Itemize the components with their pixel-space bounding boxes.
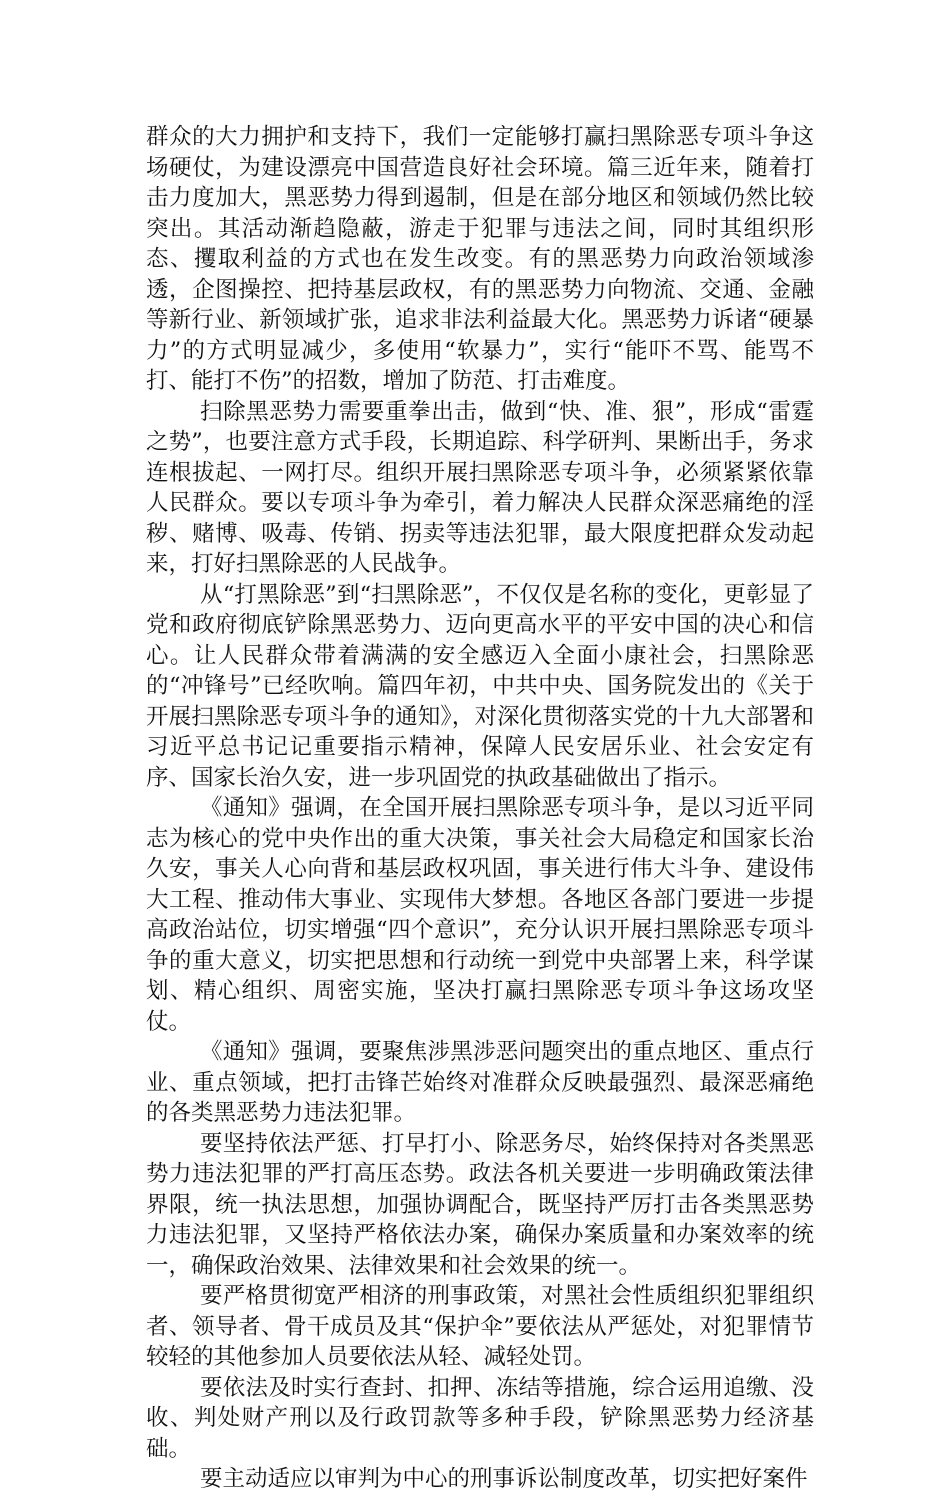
paragraph-6: 要坚持依法严惩、打早打小、除恶务尽，始终保持对各类黑恶势力违法犯罪的严打高压态势。政法各机关要进一步明确政策法律界限，统一执法思想，加强协调配合，既坚持严厉打击各类黑恶势力违法犯罪，又坚持严格依法办案，确保办案质量和办案效率的统一，确保政治效果、法律效果和社会效果的统一。 <box>146 1130 814 1279</box>
paragraph-8: 要依法及时实行查封、扣押、冻结等措施，综合运用追缴、没收、判处财产刑以及行政罚款等多种手段，铲除黑恶势力经济基础。 <box>146 1374 814 1462</box>
paragraph-9: 要主动适应以审判为中心的刑事诉讼制度改革，切实把好案件 <box>200 1466 808 1492</box>
paragraph-2: 扫除黑恶势力需要重拳出击，做到“快、准、狠”，形成“雷霆之势”，也要注意方式手段，长期追踪、科学研判、果断出手，务求连根拔起、一网打尽。组织开展扫黑除恶专项斗争，必须紧紧依靠人民群众。要以专项斗争为牵引，着力解决人民群众深恶痛绝的淫秽、赌博、吸毒、传销、拐卖等违法犯罪，最大限度把群众发动起来，打好扫黑除恶的人民战争。 <box>146 398 814 577</box>
paragraph-4: 《通知》强调，在全国开展扫黑除恶专项斗争，是以习近平同志为核心的党中央作出的重大决策，事关社会大局稳定和国家长治久安，事关人心向背和基层政权巩固，事关进行伟大斗争、建设伟大工程、推动伟大事业、实现伟大梦想。各地区各部门要进一步提高政治站位，切实增强“四个意识”，充分认识开展扫黑除恶专项斗争的重大意义，切实把思想和行动统一到党中央部署上来，科学谋划、精心组织、周密实施，坚决打赢扫黑除恶专项斗争这场攻坚仗。 <box>146 795 814 1035</box>
paragraph-3: 从“打黑除恶”到“扫黑除恶”，不仅仅是名称的变化，更彰显了党和政府彻底铲除黑恶势力、迈向更高水平的平安中国的决心和信心。让人民群众带着满满的安全感迈入全面小康社会，扫黑除恶的“冲锋号”已经吹响。篇四年初，中共中央、国务院发出的《关于开展扫黑除恶专项斗争的通知》，对深化贯彻落实党的十九大部署和习近平总书记记重要指示精神，保障人民安居乐业、社会安定有序、国家长治久安，进一步巩固党的执政基础做出了指示。 <box>146 581 814 791</box>
paragraph-5: 《通知》强调，要聚焦涉黑涉恶问题突出的重点地区、重点行业、重点领域，把打击锋芒始终对准群众反映最强烈、最深恶痛绝的各类黑恶势力违法犯罪。 <box>146 1039 814 1126</box>
document-body <box>146 122 814 1495</box>
paragraph-7: 要严格贯彻宽严相济的刑事政策，对黑社会性质组织犯罪组织者、领导者、骨干成员及其“保护伞”要依法从严惩处，对犯罪情节较轻的其他参加人员要依法从轻、减轻处罚。 <box>146 1283 814 1370</box>
paragraph-1: 群众的大力拥护和支持下，我们一定能够打赢扫黑除恶专项斗争这场硬仗，为建设漂亮中国营造良好社会环境。篇三近年来，随着打击力度加大，黑恶势力得到遏制，但是在部分地区和领域仍然比较突出。其活动渐趋隐蔽，游走于犯罪与违法之间，同时其组织形态、攫取利益的方式也在发生改变。有的黑恶势力向政治领域渗透，企图操控、把持基层政权，有的黑恶势力向物流、交通、金融等新行业、新领域扩张，追求非法利益最大化。黑恶势力诉诸“硬暴力”的方式明显减少，多使用“软暴力”，实行“能吓不骂、能骂不打、能打不伤”的招数，增加了防范、打击难度。 <box>146 124 814 394</box>
